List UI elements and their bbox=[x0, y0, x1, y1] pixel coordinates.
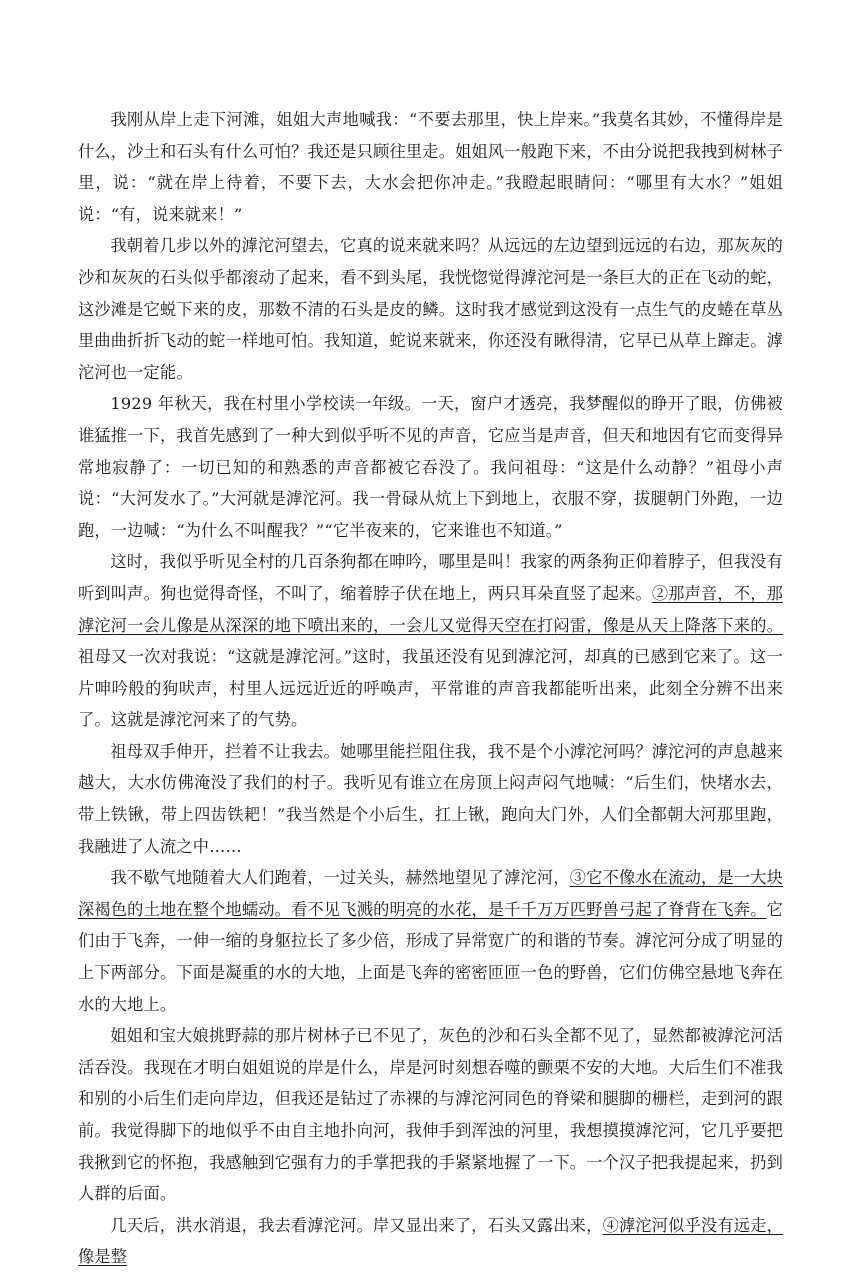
article-body bbox=[78, 104, 783, 1273]
underlined-sentence: ④滹沱河似乎没有远走，像是整 bbox=[78, 1215, 784, 1267]
paragraph bbox=[78, 388, 783, 546]
paragraph bbox=[78, 736, 783, 862]
text-segment: 几天后，洪水消退，我去看滹沱河。岸又显出来了，石头又露出来， bbox=[110, 1215, 603, 1235]
paragraph bbox=[78, 230, 783, 388]
paragraph bbox=[78, 862, 783, 1020]
paragraph bbox=[78, 546, 783, 736]
text-segment: 它们由于飞奔，一伸一缩的身躯拉长了多少倍，形成了异常宽广的和谐的节奏。滹沱河分成了明显的上下两部分。下面是凝重的水的大地，上面是飞奔的密密匝匝一色的野兽，它们仿佛空悬地飞奔在水的大地上。 bbox=[78, 899, 783, 1014]
underlined-sentence: ③它不像水在流动，是一大块深褐色的土地在整个地蠕动。看不见飞溅的明亮的水花，是千千万万匹野兽弓起了脊背在飞奔。 bbox=[78, 868, 783, 919]
text-segment: 祖母又一次对我说：“这就是滹沱河。”这时，我虽还没有见到滹沱河，却真的已感到它来了。这一片呻吟般的狗吠声，村里人远远近近的呼唤声，平常谁的声音我都能听出来，此刻全分辨不出来了。这就是滹沱河来了的气势。 bbox=[78, 647, 783, 730]
paragraph bbox=[78, 1020, 783, 1210]
text-segment: 我不歇气地随着大人们跑着，一过关头，赫然地望见了滹沱河， bbox=[110, 868, 570, 888]
text-segment: 这时，我似乎听见全村的几百条狗都在呻吟，哪里是叫！我家的两条狗正仰着脖子，但我没有听到叫声。狗也觉得奇怪，不叫了，缩着脖子伏在地上，两只耳朵直竖了起来。 bbox=[78, 552, 783, 603]
paragraph bbox=[78, 1210, 783, 1273]
text-segment: 祖母双手伸开，拦着不让我去。她哪里能拦阻住我，我不是个小滹沱河吗？滹沱河的声息越来越大，大水仿佛淹没了我们的村子。我听见有谁立在房顶上闷声闷气地喊：“后生们，快堵水去，带上铁锹，带上四齿铁耙！”我当然是个小后生，扛上锹，跑向大门外，人们全都朝大河那里跑，我融进了人流之中…… bbox=[78, 741, 783, 856]
text-segment: 1929 年秋天，我在村里小学校读一年级。一天，窗户才透亮，我梦醒似的睁开了眼，仿佛被谁猛推一下，我首先感到了一种大到似乎听不见的声音，它应当是声音，但天和地因有它而变得异常地寂静了：一切已知的和熟悉的声音都被它吞没了。我问祖母：“这是什么动静？”祖母小声说：“大河发水了。”大河就是滹沱河。我一骨碌从炕上下到地上，衣服不穿，拔腿朝门外跑，一边跑，一边喊：“为什么不叫醒我？”“它半夜来的，它来谁也不知道。” bbox=[78, 394, 783, 540]
underlined-sentence: ②那声音，不，那滹沱河一会儿像是从深深的地下喷出来的，一会儿又觉得天空在打闷雷，像是从天上降落下来的。 bbox=[78, 583, 783, 635]
text-segment: 我朝着几步以外的滹沱河望去，它真的说来就来吗？从远远的左边望到远远的右边，那灰灰的沙和灰灰的石头似乎都滚动了起来，看不到头尾，我恍惚觉得滹沱河是一条巨大的正在飞动的蛇，这沙滩是它蜕下来的皮，那数不清的石头是皮的鳞。这时我才感觉到这没有一点生气的皮蜷在草丛里曲曲折折飞动的蛇一样地可怕。我知道，蛇说来就来，你还没有瞅得清，它早已从草上蹿走。滹沱河也一定能。 bbox=[78, 236, 783, 382]
text-segment: 我刚从岸上走下河滩，姐姐大声地喊我：“不要去那里，快上岸来。”我莫名其妙，不懂得岸是什么，沙土和石头有什么可怕？我还是只顾往里走。姐姐风一般跑下来，不由分说把我拽到树林子里，说：“就在岸上待着，不要下去，大水会把你冲走。”我瞪起眼睛问：“哪里有大水？”姐姐说：“有，说来就来！” bbox=[78, 110, 783, 224]
paragraph bbox=[78, 104, 783, 230]
text-segment: 姐姐和宝大娘挑野蒜的那片树林子已不见了，灰色的沙和石头全都不见了，显然都被滹沱河活活吞没。我现在才明白姐姐说的岸是什么，岸是河时刻想吞噬的颤栗不安的大地。大后生们不准我和别的小后生们走向岸边，但我还是钻过了赤裸的与滹沱河同色的脊梁和腿脚的栅栏，走到河的跟前。我觉得脚下的地似乎不由自主地扑向河，我伸手到浑浊的河里，我想摸摸滹沱河，它几乎要把我揪到它的怀抱，我感触到它强有力的手掌把我的手紧紧地握了一下。一个汉子把我提起来，扔到人群的后面。 bbox=[78, 1026, 783, 1204]
